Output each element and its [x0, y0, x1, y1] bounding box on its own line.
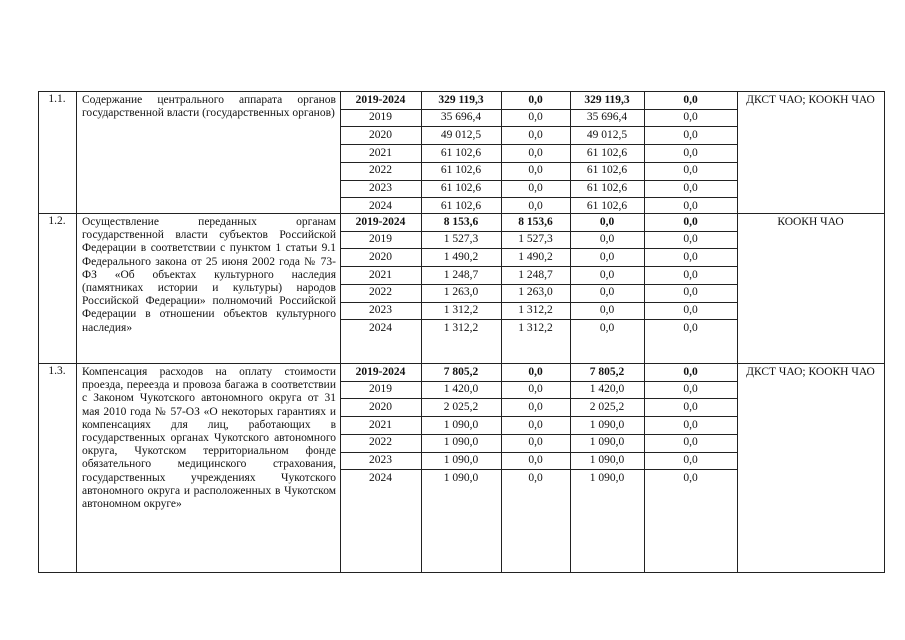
funding-cell: 1 248,7	[518, 268, 553, 281]
funding-cell: 1 490,2	[518, 250, 553, 263]
funding-cell: 0,0	[683, 233, 698, 246]
year-cell: 2020	[369, 250, 392, 263]
funding-cell: 1 312,2	[518, 304, 553, 316]
row-description: Осуществление переданных органам государственной власти субъектов Российской Федерации в соответствии с пунктом 1 статьи 9.1 Федерального закона от 25 июня 2002 года № 73-ФЗ «Об объектах культурного наследия (памятниках истории и культуры) народов Российской Федерации» полномочий Российской Федерации в отношении объектов культурного наследия»	[82, 216, 336, 334]
funding-cell: 0,0	[683, 383, 698, 396]
year-cell: 2023	[369, 454, 392, 466]
funding-cell: 61 102,6	[586, 164, 628, 177]
funding-cell: 0,0	[599, 215, 615, 228]
year-cell: 2019-2024	[355, 215, 406, 228]
funding-cell: 0,0	[528, 400, 543, 413]
funding-cell: 1 527,3	[518, 233, 553, 246]
funding-cell: 1 090,0	[589, 418, 625, 431]
funding-cell: 0,0	[683, 471, 698, 484]
funding-cell: 0,0	[599, 268, 615, 281]
total-cell: 1 090,0	[443, 418, 479, 431]
funding-cell: 2 025,2	[589, 400, 625, 413]
funding-cell: 0,0	[683, 365, 698, 378]
funding-cell: 8 153,6	[518, 215, 553, 228]
total-cell: 1 420,0	[443, 383, 479, 396]
column-border	[76, 91, 77, 572]
total-cell: 49 012,5	[440, 128, 482, 141]
funding-cell: 61 102,6	[586, 146, 628, 159]
year-cell: 2021	[369, 146, 392, 159]
total-cell: 1 312,2	[443, 321, 479, 334]
funding-cell: 0,0	[528, 93, 543, 106]
funding-cell: 0,0	[683, 146, 698, 159]
year-cell: 2019-2024	[355, 93, 406, 106]
funding-cell: 0,0	[528, 111, 543, 124]
funding-cell: 0,0	[683, 111, 698, 124]
funding-cell: 0,0	[528, 182, 543, 194]
funding-cell: 0,0	[528, 164, 543, 177]
total-cell: 1 090,0	[443, 436, 479, 449]
total-cell: 1 248,7	[443, 268, 479, 281]
total-cell: 1 312,2	[443, 304, 479, 316]
funding-cell: 1 263,0	[518, 286, 553, 299]
total-cell: 2 025,2	[443, 400, 479, 413]
funding-cell: 0,0	[528, 365, 543, 378]
year-cell: 2023	[369, 304, 392, 316]
row-description: Компенсация расходов на оплату стоимости проезда, переезда и провоза багажа в соответствии с Законом Чукотского автономного округа от 31 мая 2010 года № 57-ОЗ «О некоторых гарантиях и компенсациях для лиц, работающих в государственных органах Чукотского автономного округа, Чукотском территориальном фонде обязательного медицинского страхования, государственных учреждениях Чукотского автономного округа и расположенных в Чукотском автономном округе»	[82, 366, 336, 511]
funding-cell: 0,0	[683, 304, 698, 316]
year-cell: 2019	[369, 111, 392, 124]
year-cell: 2019	[369, 233, 392, 246]
funding-cell: 0,0	[528, 471, 543, 484]
funding-cell: 0,0	[599, 233, 615, 246]
column-border	[737, 91, 738, 572]
total-cell: 1 490,2	[443, 250, 479, 263]
row-executors: ДКСТ ЧАО; КООКН ЧАО	[746, 94, 875, 106]
funding-cell: 1 312,2	[518, 321, 553, 334]
funding-cell: 0,0	[528, 383, 543, 396]
funding-cell: 7 805,2	[589, 365, 625, 378]
year-cell: 2024	[369, 199, 392, 212]
funding-cell: 0,0	[599, 321, 615, 334]
total-cell: 61 102,6	[440, 182, 482, 194]
funding-cell: 329 119,3	[584, 93, 630, 106]
funding-cell: 0,0	[683, 93, 698, 106]
total-cell: 1 527,3	[443, 233, 479, 246]
funding-cell: 1 090,0	[589, 436, 625, 449]
funding-cell: 0,0	[683, 199, 698, 212]
total-cell: 35 696,4	[440, 111, 482, 124]
funding-cell: 0,0	[683, 418, 698, 431]
funding-cell: 1 420,0	[589, 383, 625, 396]
year-cell: 2019	[369, 383, 392, 396]
funding-cell: 0,0	[683, 164, 698, 177]
funding-cell: 0,0	[683, 182, 698, 194]
funding-cell: 0,0	[683, 400, 698, 413]
funding-cell: 1 090,0	[589, 454, 625, 466]
column-border	[38, 91, 39, 572]
row-index: 1.1.	[48, 93, 66, 105]
row-description: Содержание центрального аппарата органов государственной власти (государственных органов)	[82, 94, 336, 120]
row-border	[38, 572, 885, 573]
year-cell: 2022	[369, 286, 392, 299]
funding-cell: 0,0	[683, 321, 698, 334]
total-cell: 1 090,0	[443, 471, 479, 484]
funding-cell: 0,0	[599, 304, 615, 316]
year-cell: 2022	[369, 164, 392, 177]
funding-cell: 0,0	[683, 215, 698, 228]
total-cell: 1 263,0	[443, 286, 479, 299]
year-cell: 2019-2024	[355, 365, 406, 378]
funding-cell: 0,0	[599, 286, 615, 299]
total-cell: 61 102,6	[440, 146, 482, 159]
funding-cell: 0,0	[683, 268, 698, 281]
funding-cell: 0,0	[528, 199, 543, 212]
row-executors: ДКСТ ЧАО; КООКН ЧАО	[746, 366, 875, 378]
total-cell: 61 102,6	[440, 164, 482, 177]
funding-cell: 0,0	[528, 146, 543, 159]
funding-cell: 0,0	[683, 436, 698, 449]
funding-cell: 0,0	[528, 418, 543, 431]
funding-cell: 0,0	[683, 250, 698, 263]
row-executors: КООКН ЧАО	[777, 216, 844, 228]
total-cell: 329 119,3	[438, 93, 484, 106]
funding-cell: 35 696,4	[586, 111, 628, 124]
total-cell: 8 153,6	[443, 215, 479, 228]
funding-cell: 0,0	[683, 454, 698, 466]
year-cell: 2021	[369, 268, 392, 281]
year-cell: 2021	[369, 418, 392, 431]
funding-cell: 61 102,6	[586, 199, 628, 212]
funding-cell: 49 012,5	[586, 128, 628, 141]
column-border	[884, 91, 885, 572]
funding-cell: 0,0	[683, 128, 698, 141]
row-index: 1.3.	[48, 365, 66, 377]
year-cell: 2024	[369, 321, 392, 334]
funding-cell: 61 102,6	[586, 182, 628, 194]
row-index: 1.2.	[48, 215, 66, 227]
year-cell: 2024	[369, 471, 392, 484]
funding-cell: 1 090,0	[589, 471, 625, 484]
total-cell: 1 090,0	[443, 454, 479, 466]
funding-cell: 0,0	[683, 286, 698, 299]
year-cell: 2020	[369, 400, 392, 413]
year-cell: 2020	[369, 128, 392, 141]
funding-cell: 0,0	[528, 128, 543, 141]
funding-cell: 0,0	[599, 250, 615, 263]
funding-cell: 0,0	[528, 454, 543, 466]
total-cell: 7 805,2	[443, 365, 479, 378]
funding-cell: 0,0	[528, 436, 543, 449]
year-cell: 2023	[369, 182, 392, 194]
total-cell: 61 102,6	[440, 199, 482, 212]
year-cell: 2022	[369, 436, 392, 449]
